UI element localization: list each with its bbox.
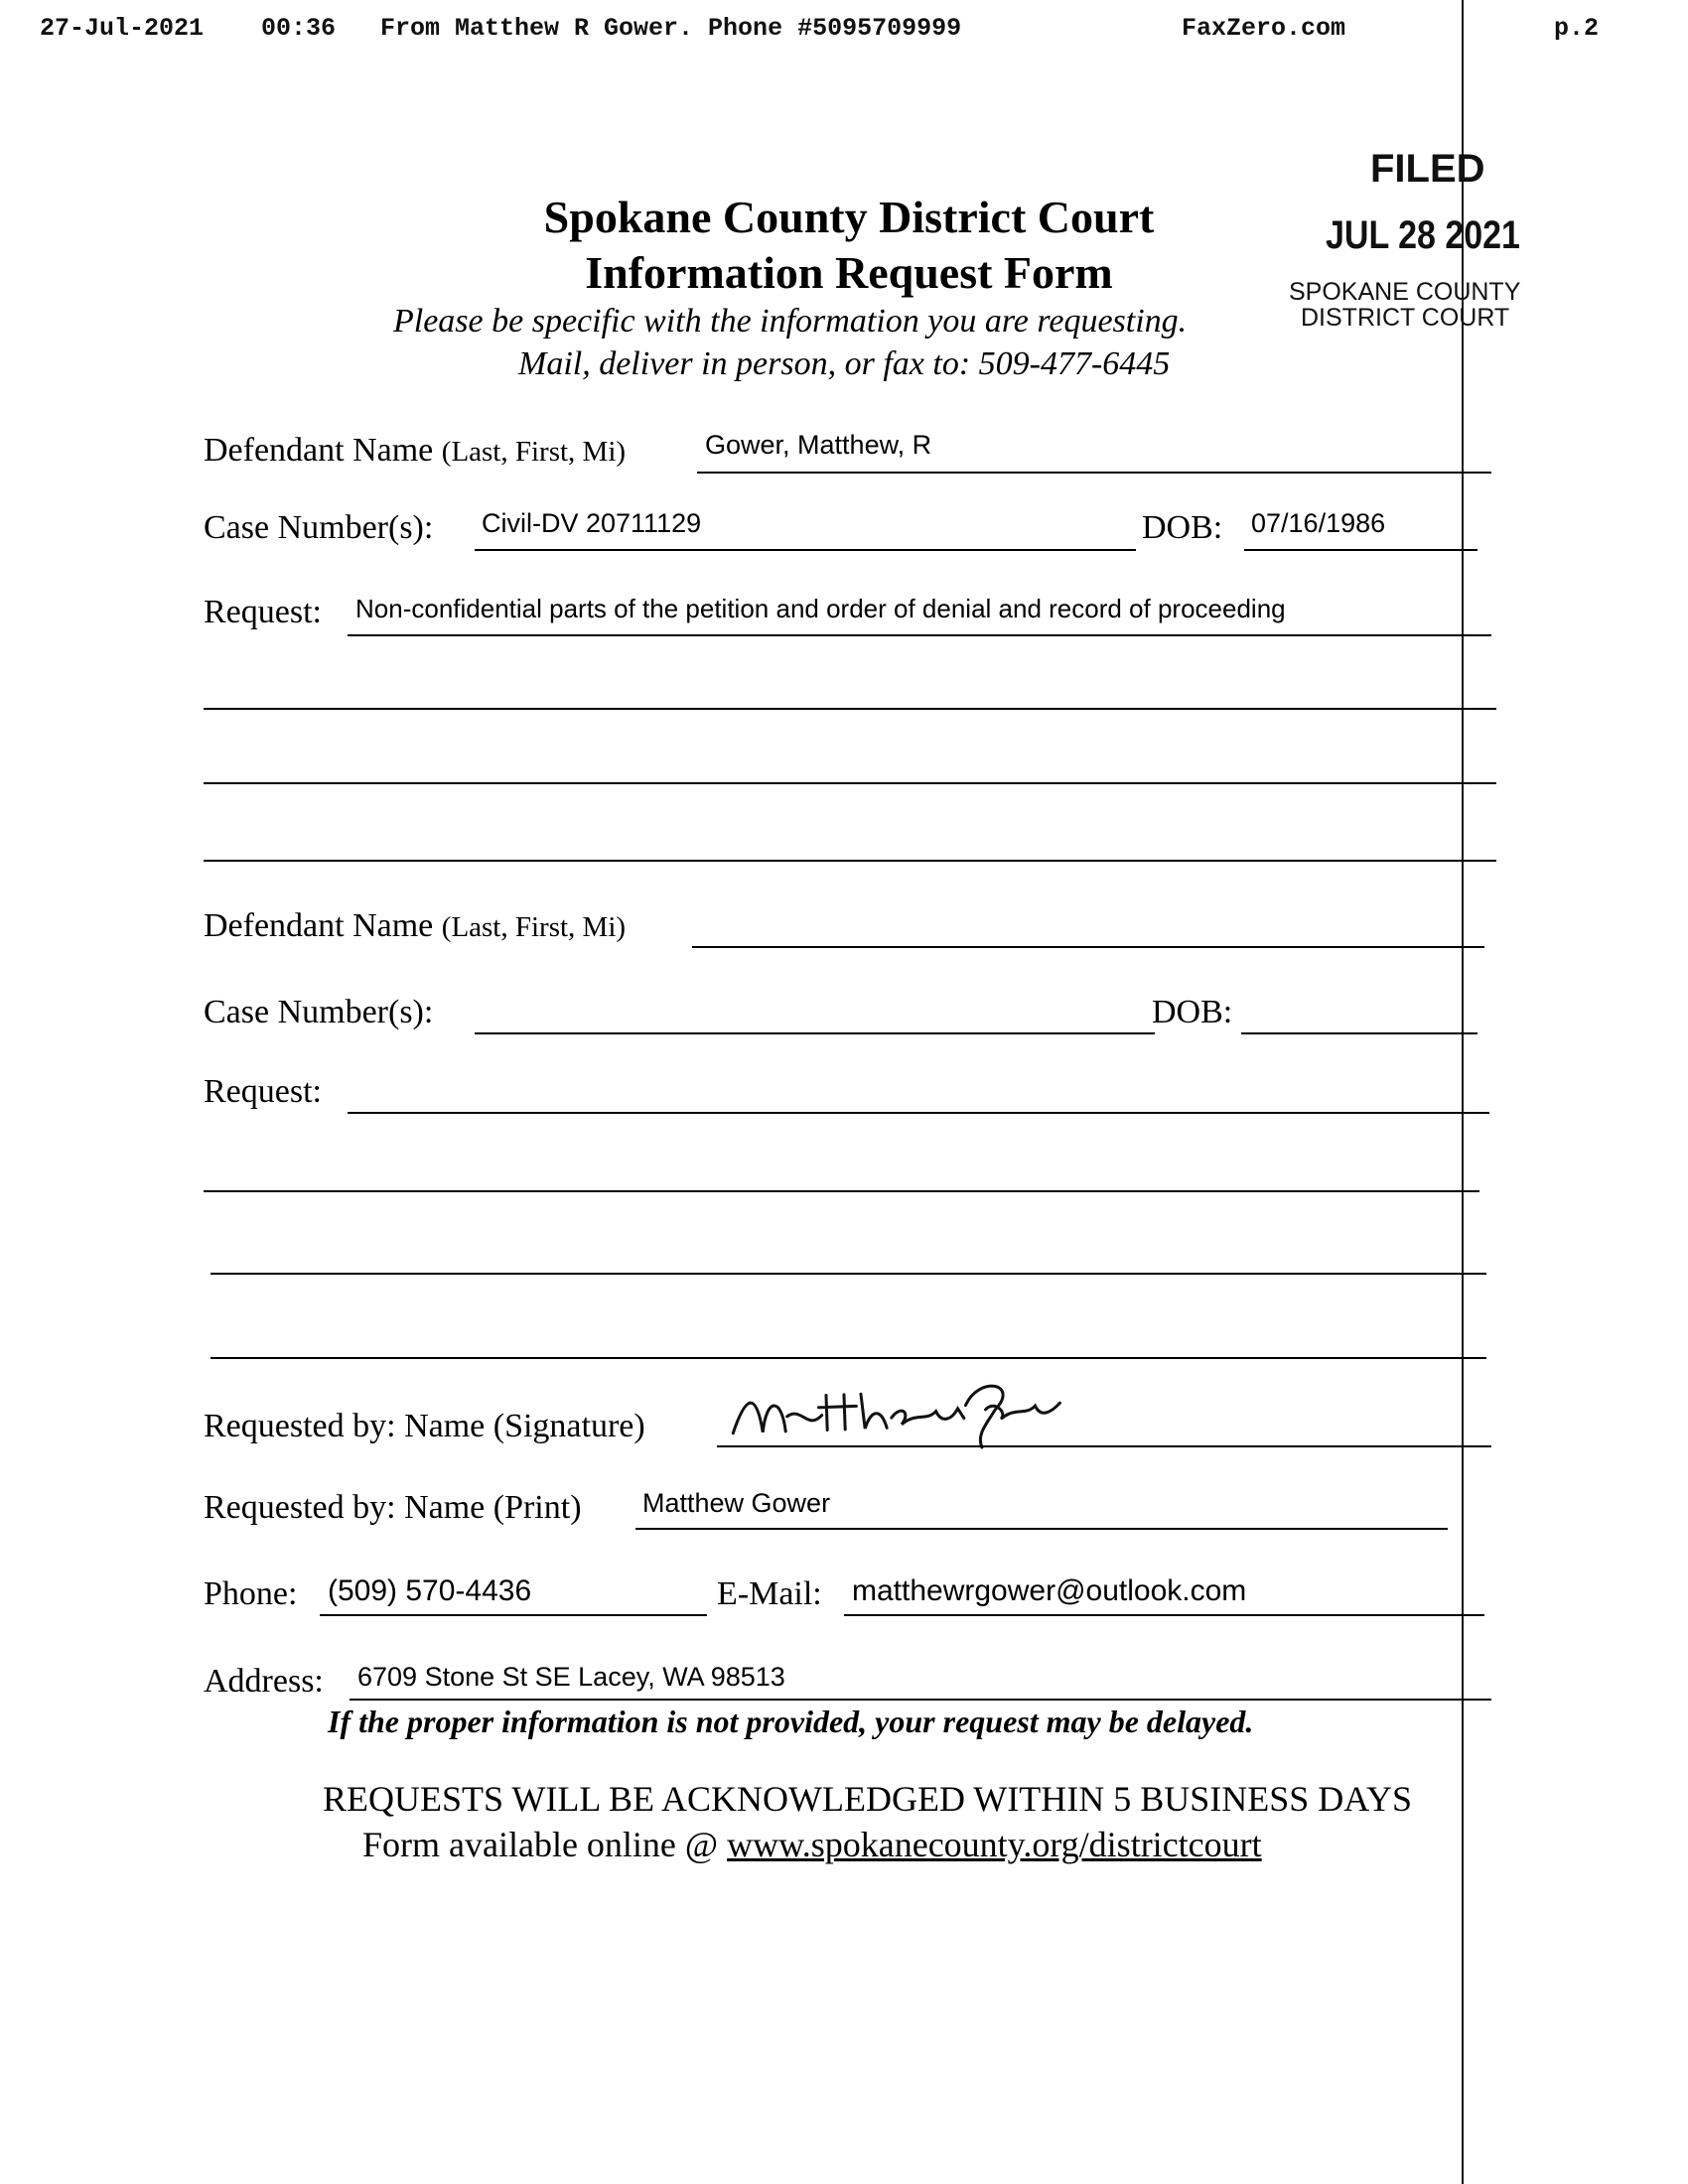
print-name-value[interactable]: Matthew Gower [642,1488,831,1518]
stamp-filed: FILED [1370,147,1485,191]
signature-image [727,1377,1067,1469]
signature-underline [717,1445,1491,1447]
defendant-name-underline-2[interactable] [692,946,1484,948]
print-name-label: Requested by: Name (Print) [204,1489,582,1526]
stamp-court: DISTRICT COURT [1301,304,1510,332]
case-number-underline-1 [475,549,1136,551]
request-underline-1c [204,782,1496,784]
defendant-name-underline-1 [697,472,1491,474]
email-underline [844,1614,1484,1616]
phone-underline [320,1614,707,1616]
defendant-name-value-1[interactable]: Gower, Matthew, R [705,430,932,460]
address-label: Address: [204,1663,324,1700]
page-subtitle: Information Request Form [585,247,1113,298]
dob-label-2: DOB: [1152,994,1233,1030]
request-value-1[interactable]: Non-confidential parts of the petition and order of denial and record of proceeding [355,594,1286,623]
fax-page-number: p.2 [1554,14,1600,43]
stamp-county: SPOKANE COUNTY [1289,278,1521,306]
instructions-specific: Please be specific with the information you are requesting. [393,303,1188,340]
dob-value-1[interactable]: 07/16/1986 [1251,508,1386,538]
page-title: Spokane County District Court [543,192,1155,242]
case-number-label-1: Case Number(s): [204,509,434,546]
case-number-underline-2[interactable] [475,1032,1155,1034]
address-underline [350,1699,1491,1701]
fax-time: 00:36 [261,14,337,43]
request-underline-2b[interactable] [204,1190,1479,1192]
case-number-value-1[interactable]: Civil-DV 20711129 [482,508,702,538]
acknowledge-notice: REQUESTS WILL BE ACKNOWLEDGED WITHIN 5 BUSINESS DAYS [323,1779,1412,1819]
email-label: E-Mail: [717,1575,822,1612]
request-underline-1d [204,860,1496,862]
delay-warning: If the proper information is not provided, your request may be delayed. [328,1704,1254,1739]
email-value[interactable]: matthewrgower@outlook.com [852,1574,1247,1607]
case-number-label-2: Case Number(s): [204,994,434,1030]
signature-label: Requested by: Name (Signature) [204,1408,645,1444]
instructions-delivery: Mail, deliver in person, or fax to: 509-477-6445 [518,345,1171,382]
request-underline-2d[interactable] [211,1357,1486,1359]
dob-underline-2[interactable] [1241,1032,1477,1034]
phone-label: Phone: [204,1575,298,1612]
fax-from: From Matthew R Gower. Phone #5095709999 [380,14,962,43]
request-underline-1a [348,634,1491,636]
request-underline-2a[interactable] [348,1112,1489,1114]
request-underline-1b [204,708,1496,710]
defendant-name-label-2: Defendant Name (Last, First, Mi) [204,907,627,944]
phone-value[interactable]: (509) 570-4436 [328,1574,532,1607]
website-link[interactable]: www.spokanecounty.org/districtcourt [727,1825,1262,1864]
request-underline-2c[interactable] [211,1273,1486,1275]
print-name-underline [635,1528,1448,1530]
online-notice: Form available online @ www.spokanecounty.org/districtcourt [362,1825,1262,1864]
address-value[interactable]: 6709 Stone St SE Lacey, WA 98513 [357,1662,785,1692]
fax-date: 27-Jul-2021 [40,14,205,43]
dob-label-1: DOB: [1142,509,1223,546]
request-label-2: Request: [204,1073,322,1110]
dob-underline-1 [1244,549,1477,551]
defendant-name-label-1: Defendant Name (Last, First, Mi) [204,432,627,469]
fax-service: FaxZero.com [1182,14,1346,43]
stamp-date: JUL 28 2021 [1326,213,1520,257]
request-label-1: Request: [204,594,322,630]
